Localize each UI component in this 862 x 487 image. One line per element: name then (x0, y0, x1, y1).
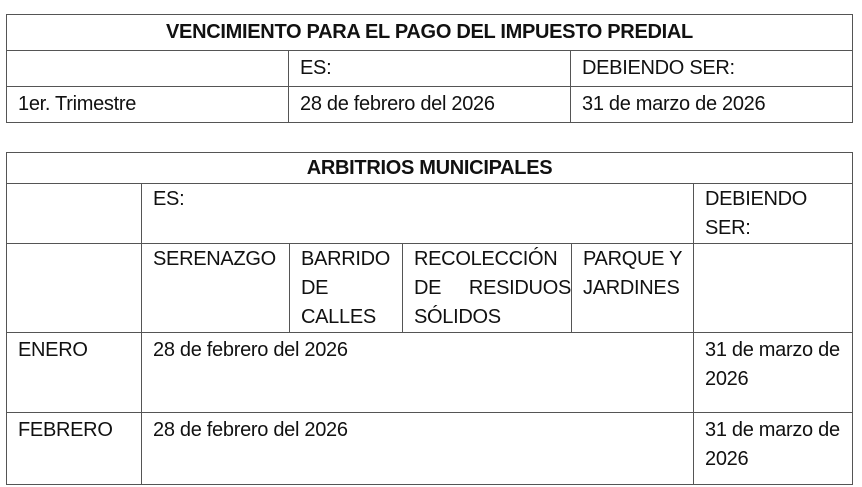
row-es-febrero: 28 de febrero del 2026 (142, 413, 694, 485)
row-debiendo-enero: 31 de marzo de 2026 (694, 333, 853, 413)
arbitrios-subheader-blank (7, 244, 142, 333)
subheader-blank-right (694, 244, 853, 333)
subheader-barrido: BARRIDO DE CALLES (290, 244, 403, 333)
subheader-serenazgo: SERENAZGO (142, 244, 290, 333)
arbitrios-table (6, 152, 853, 485)
predial-header-blank (7, 51, 289, 87)
row-debiendo-febrero: 31 de marzo de 2026 (694, 413, 853, 485)
predial-table (6, 14, 853, 123)
predial-title: VENCIMIENTO PARA EL PAGO DEL IMPUESTO PREDIAL (7, 15, 853, 51)
arbitrios-header-debiendo: DEBIENDO SER: (694, 184, 853, 244)
row-es-enero: 28 de febrero del 2026 (142, 333, 694, 413)
arbitrios-title: ARBITRIOS MUNICIPALES (7, 153, 853, 184)
predial-header-debiendo: DEBIENDO SER: (571, 51, 853, 87)
predial-row-label: 1er. Trimestre (7, 87, 289, 123)
arbitrios-header-blank (7, 184, 142, 244)
subheader-recoleccion: RECOLECCIÓN DE RESIDUOS SÓLIDOS (403, 244, 572, 333)
row-label-febrero: FEBRERO (7, 413, 142, 485)
predial-header-es: ES: (289, 51, 571, 87)
predial-row-es: 28 de febrero del 2026 (289, 87, 571, 123)
row-label-enero: ENERO (7, 333, 142, 413)
predial-row-debiendo: 31 de marzo de 2026 (571, 87, 853, 123)
subheader-parque: PARQUE Y JARDINES (572, 244, 694, 333)
arbitrios-header-es: ES: (142, 184, 694, 244)
